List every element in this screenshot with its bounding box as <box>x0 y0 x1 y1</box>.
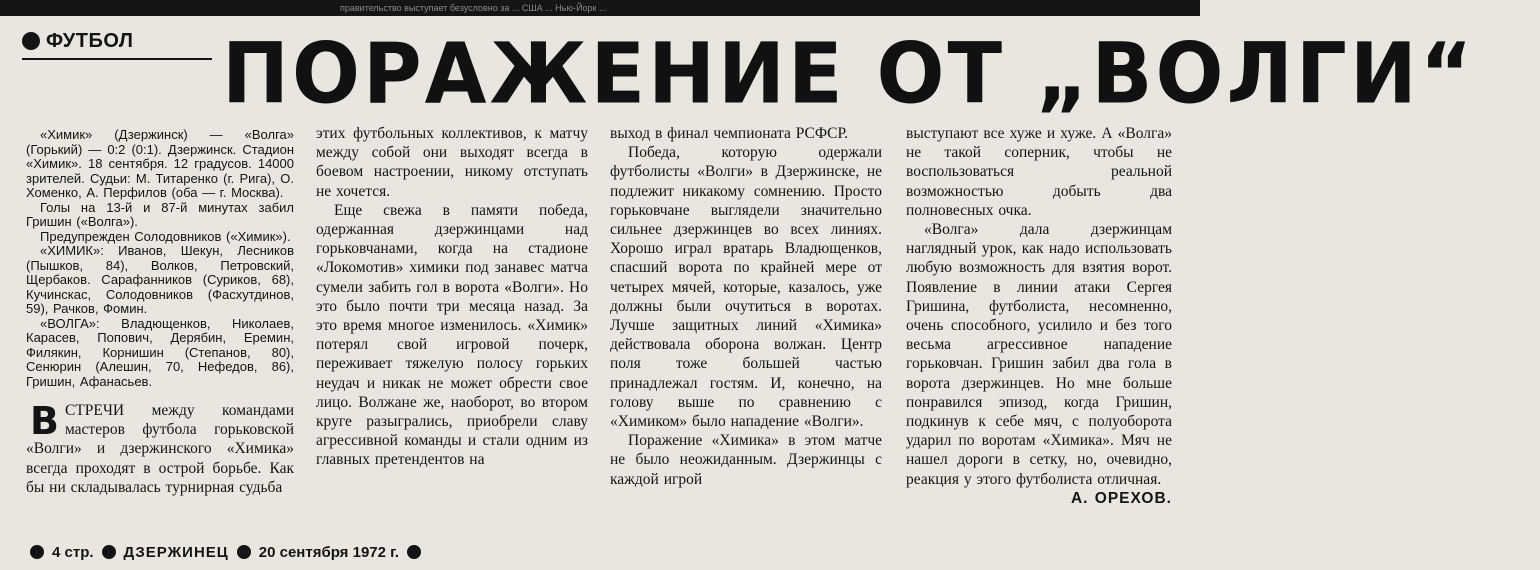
rubric-underline <box>22 58 212 60</box>
headline: ПОРАЖЕНИЕ ОТ „ВОЛГИ“ <box>222 24 1476 123</box>
lead-paragraph <box>26 401 294 497</box>
paragraph: Победа, которую одержали футболисты «Волги» в Дзержинске, не подлежит никакому сомнению. Просто горьковчане выглядели значительно сильнее дзержинцев во всех линиях. Хорошо играл вратарь Владющенков, спасший ворота по крайней мере от четырех мячей, которые, казалось, уже должны были очутиться в воротах. Лучше защитных линий «Химика» действовала оборона волжан. Центр поля тоже большей частью принадлежал гостям. И, конечно, на голову выше по сравнению с «Химиком» было нападение «Волги». <box>610 144 882 431</box>
bullet-icon <box>22 32 40 50</box>
bullet-icon <box>30 545 44 559</box>
match-info-line: «Химик» (Дзержинск) — «Волга» (Горький) — 0:2 (0:1). Дзержинск. Стадион «Химик». 18 сентября. 12 градусов. 14000 зрителей. Судьи: М. Титаренко (г. Рига), О. Хоменко, А. Перфилов (оба — г. Москва). <box>26 127 294 200</box>
paragraph: выступают все хуже и хуже. А «Волга» не такой соперник, чтобы не воспользоваться реальной возможностью добыть два полновесных очка. <box>906 125 1172 219</box>
match-info-line: Голы на 13-й и 87-й минутах забил Гришин («Волга»). <box>26 199 294 229</box>
newspaper-name: ДЗЕРЖИНЕЦ <box>123 543 229 561</box>
match-info-line: «ВОЛГА»: Владющенков, Николаев, Карасев, Попович, Дерябин, Еремин, Филякин, Корнишин (Степанов, 80), Сенюрин (Алешин, 70, Нефедов, 86), Гришин, Афанасьев. <box>26 315 294 389</box>
rubric-label: ФУТБОЛ <box>46 29 134 52</box>
column-2 <box>316 124 588 470</box>
paragraph: выход в финал чемпионата РСФСР. <box>610 125 849 142</box>
rubric <box>22 26 133 56</box>
match-info-line: Предупрежден Солодовников («Химик»). <box>40 228 291 244</box>
issue-date: 20 сентября 1972 г. <box>258 543 400 561</box>
column-4 <box>906 124 1172 508</box>
page-footer <box>30 540 421 564</box>
dropcap: В <box>30 399 59 443</box>
bullet-icon <box>407 545 421 559</box>
paragraph-text: «Волга» дала дзержинцам наглядный урок, как надо использовать любую возможность для взятия ворот. Появление в линии атаки Сергея Гришина, футболиста, несомненно, очень способного, усилило и без того весьма агрессивное нападение горьковчан. Гришин забил два гола в ворота дзержинцев. Но мне больше понравился эпизод, когда Гришин, подкинув к себе мяч, с полуоборота ударил по воротам «Химика». Мяч не нашел дороги в сетку, но, очевидно, реакция у этого футболиста отличная. <box>906 221 1172 488</box>
page-number: 4 стр. <box>52 543 94 561</box>
column-1 <box>26 128 294 497</box>
match-info-line: «ХИМИК»: Иванов, Шекун, Лесников (Пышков, 84), Волков, Петровский, Щербаков. Сарафанников (Суриков, 68), Кучинскас, Солодовников (Фасхутдинов, 59), Рачков, Фомин. <box>26 243 294 316</box>
lead-text: СТРЕЧИ между командами мастеров футбола горьковской «Волги» и дзержинского «Химика» всегда проходят в острой борьбе. Как бы ни складывалась турнирная судьба <box>26 402 294 496</box>
bullet-icon <box>237 545 251 559</box>
paragraph <box>906 220 1172 507</box>
paragraph: Еще свежа в памяти победа, одержанная дзержинцами над горьковчанами, когда на стадионе «Локомотив» химики под занавес матча сумели забить гол в ворота «Волги». Но это было почти три месяца назад. За это время многое изменилось. «Химик» потерял свой игровой почерк, переживает тяжелую полосу горьких неудач и никак не может обрести свое лицо. Волжане же, наоборот, во втором круге разыгрались, приобрели славу агрессивной команды и стали одним из главных претендентов на <box>316 201 588 469</box>
top-band <box>0 0 1200 16</box>
top-band-text: правительство выступает безусловно за ... США ... Нью-Йорк ... <box>340 3 607 13</box>
author-signature: А. ОРЕХОВ. <box>1070 489 1172 507</box>
column-3 <box>610 124 882 489</box>
paragraph: Поражение «Химика» в этом матче не было неожиданным. Дзержинцы с каждой игрой <box>610 432 882 488</box>
bullet-icon <box>102 545 116 559</box>
paragraph: этих футбольных коллективов, к матчу между собой они выходят всегда в боевом настроении, никому отступать не хочется. <box>316 125 588 200</box>
